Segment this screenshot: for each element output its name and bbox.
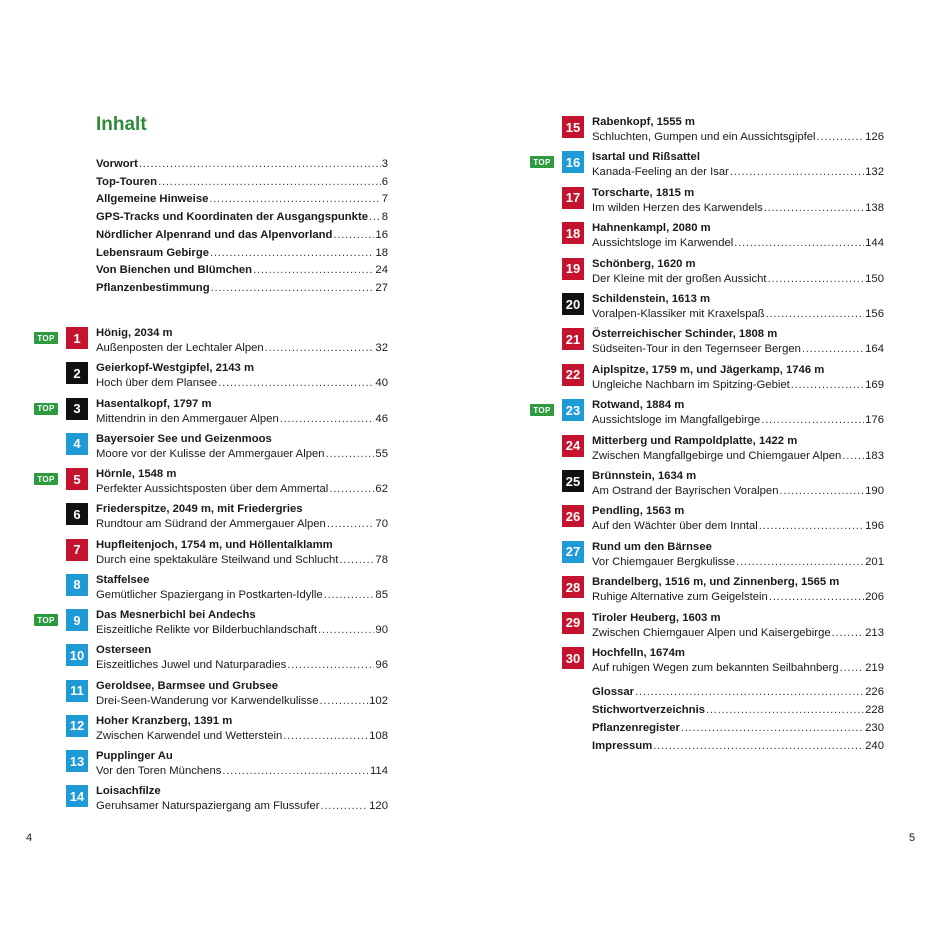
toc-page-number: 27 xyxy=(375,281,388,294)
toc-section-label: GPS-Tracks und Koordinaten der Ausgangspunkte xyxy=(96,211,369,224)
tour-page-number: 144 xyxy=(865,237,884,250)
tour-subtitle: Außenposten der Lechtaler Alpen xyxy=(96,342,264,354)
tour-subtitle-row xyxy=(96,588,388,602)
tour-page-number: 70 xyxy=(375,518,388,531)
tour-name: Bayersoier See und Geizenmoos xyxy=(96,432,272,445)
tour-entry[interactable] xyxy=(562,505,884,535)
tour-number-badge: 13 xyxy=(66,750,88,772)
tour-subtitle: Mittendrin in den Ammergauer Alpen xyxy=(96,412,279,425)
tour-page-number: 85 xyxy=(375,588,388,601)
tour-entry[interactable] xyxy=(66,468,388,498)
tour-entry[interactable] xyxy=(66,609,388,639)
dot-leader xyxy=(320,694,369,708)
tour-name: Brandelberg, 1516 m, und Zinnenberg, 1565 m xyxy=(592,576,840,589)
tour-page-number: 120 xyxy=(369,800,388,813)
dot-leader xyxy=(139,157,381,171)
tour-entry[interactable] xyxy=(562,470,884,500)
tour-entry[interactable] xyxy=(66,715,388,745)
tour-subtitle-row xyxy=(592,307,884,321)
tour-entry[interactable] xyxy=(562,293,884,323)
tour-number-badge: 17 xyxy=(562,187,584,209)
tour-page-number: 40 xyxy=(375,377,388,390)
dot-leader xyxy=(730,165,864,179)
tour-entry[interactable] xyxy=(562,187,884,217)
toc-section-label: Glossar xyxy=(592,686,635,698)
tour-page-number: 78 xyxy=(375,553,388,566)
dot-leader xyxy=(653,739,864,753)
tour-subtitle-row xyxy=(96,517,388,531)
dot-leader xyxy=(211,281,375,295)
tour-entry[interactable] xyxy=(562,222,884,252)
tour-subtitle-row xyxy=(592,201,884,215)
tour-subtitle: Geruhsamer Naturspaziergang am Flussufer xyxy=(96,800,320,813)
tour-name: Hasentalkopf, 1797 m xyxy=(96,397,212,410)
tour-subtitle: Gemütlicher Spaziergang in Postkarten-Idylle xyxy=(96,588,323,601)
tour-number-badge: 1 xyxy=(66,327,88,349)
tour-page-number: 196 xyxy=(865,520,884,533)
toc-page-number: 226 xyxy=(865,686,884,698)
toc-section-label: Stichwortverzeichnis xyxy=(592,704,706,716)
tour-number-badge: 4 xyxy=(66,433,88,455)
dot-leader xyxy=(769,590,864,604)
tour-name: Hahnenkampl, 2080 m xyxy=(592,222,711,235)
tour-subtitle-row xyxy=(96,764,388,778)
tour-name: Osterseen xyxy=(96,644,152,657)
tour-name: Staffelsee xyxy=(96,573,150,586)
top-tour-badge: TOP xyxy=(530,404,554,416)
tour-number-badge: 18 xyxy=(562,222,584,244)
dot-leader xyxy=(832,626,865,640)
dot-leader xyxy=(287,658,374,672)
tour-entry[interactable] xyxy=(562,116,884,146)
tour-subtitle-row xyxy=(592,626,884,640)
tour-number-badge: 8 xyxy=(66,574,88,596)
tour-entry[interactable] xyxy=(66,680,388,710)
tour-name: Tiroler Heuberg, 1603 m xyxy=(592,611,721,624)
tour-subtitle-row xyxy=(592,449,884,463)
top-tour-badge: TOP xyxy=(34,473,58,485)
dot-leader xyxy=(840,661,865,675)
tour-number-badge: 16 xyxy=(562,151,584,173)
tour-number-badge: 27 xyxy=(562,541,584,563)
page-number-left: 4 xyxy=(26,832,33,844)
toc-section-entry[interactable] xyxy=(96,228,388,242)
dot-leader xyxy=(327,517,375,531)
tour-subtitle: Aussichtsloge im Karwendel xyxy=(592,237,734,250)
tour-name: Schönberg, 1620 m xyxy=(592,257,696,270)
tour-subtitle: Ungleiche Nachbarn im Spitzing-Gebiet xyxy=(592,378,790,391)
tour-page-number: 55 xyxy=(375,447,388,460)
tour-subtitle-row xyxy=(592,342,884,356)
toc-section-entry[interactable] xyxy=(592,721,884,735)
tour-subtitle-row xyxy=(592,590,884,604)
toc-page-number: 228 xyxy=(865,704,884,716)
toc-page-number: 16 xyxy=(375,228,388,241)
tour-number-badge: 15 xyxy=(562,116,584,138)
dot-leader xyxy=(734,236,864,250)
top-tour-badge: TOP xyxy=(530,156,554,168)
tour-subtitle: Der Kleine mit der großen Aussicht xyxy=(592,272,767,285)
tour-number-badge: 12 xyxy=(66,715,88,737)
tour-page-number: 108 xyxy=(369,729,388,742)
tour-subtitle-row xyxy=(96,799,388,813)
tour-subtitle: Vor Chiemgauer Bergkulisse xyxy=(592,555,736,568)
top-tour-badge: TOP xyxy=(34,332,58,344)
tour-name: Rund um den Bärnsee xyxy=(592,540,712,553)
dot-leader xyxy=(802,342,864,356)
tour-name: Friederspitze, 2049 m, mit Friedergries xyxy=(96,503,303,516)
toc-page-number: 3 xyxy=(381,158,388,170)
tour-subtitle: Rundtour am Südrand der Ammergauer Alpen xyxy=(96,518,326,531)
tour-number-badge: 21 xyxy=(562,328,584,350)
dot-leader xyxy=(158,175,381,189)
tour-subtitle-row xyxy=(96,412,388,426)
tour-subtitle: Zwischen Chiemgauer Alpen und Kaisergebirge xyxy=(592,626,831,639)
tour-subtitle: Ruhige Alternative zum Geigelstein xyxy=(592,591,768,604)
tour-subtitle: Vor den Toren Münchens xyxy=(96,765,222,777)
tour-name: Pendling, 1563 m xyxy=(592,505,685,518)
tour-entry[interactable] xyxy=(66,750,388,780)
tour-subtitle: Drei-Seen-Wanderung vor Karwendelkulisse xyxy=(96,694,319,707)
dot-leader xyxy=(759,519,864,533)
toc-section-entry[interactable] xyxy=(592,703,884,717)
toc-section-label: Nördlicher Alpenrand und das Alpenvorland xyxy=(96,228,333,241)
dot-leader xyxy=(280,412,375,426)
tour-entry[interactable] xyxy=(66,398,388,428)
tour-name: Hochfelln, 1674m xyxy=(592,647,685,659)
tour-page-number: 156 xyxy=(865,308,884,320)
tour-subtitle: Eiszeitliches Juwel und Naturparadies xyxy=(96,659,287,672)
dot-leader xyxy=(780,484,865,498)
tour-number-badge: 5 xyxy=(66,468,88,490)
tour-subtitle-row xyxy=(96,447,388,461)
toc-page-number: 24 xyxy=(375,264,388,277)
tour-subtitle-row xyxy=(96,341,388,355)
tour-number-badge: 29 xyxy=(562,612,584,634)
toc-section-entry[interactable] xyxy=(592,685,884,699)
tour-name: Hönig, 2034 m xyxy=(96,327,173,339)
toc-section-entry[interactable] xyxy=(96,175,388,189)
tour-name: Rotwand, 1884 m xyxy=(592,399,685,412)
dot-leader xyxy=(318,623,374,637)
tour-number-badge: 7 xyxy=(66,539,88,561)
dot-leader xyxy=(768,272,865,286)
tour-subtitle-row xyxy=(592,413,884,427)
tour-subtitle-row xyxy=(592,272,884,286)
tour-subtitle: Auf den Wächter über dem Inntal xyxy=(592,520,758,533)
tour-name: Hörnle, 1548 m xyxy=(96,468,177,480)
tour-entry[interactable] xyxy=(562,647,884,677)
tour-name: Loisachfilze xyxy=(96,785,161,798)
toc-section-label: Impressum xyxy=(592,740,653,752)
toc-page-number: 240 xyxy=(865,740,884,752)
dot-leader xyxy=(681,721,864,735)
tour-subtitle: Aussichtsloge im Mangfallgebirge xyxy=(592,414,761,427)
tour-subtitle-row xyxy=(592,165,884,179)
dot-leader xyxy=(329,482,374,496)
tour-name: Rabenkopf, 1555 m xyxy=(592,116,695,128)
tour-entry[interactable] xyxy=(66,503,388,533)
dot-leader xyxy=(218,376,374,390)
tour-number-badge: 25 xyxy=(562,470,584,492)
tour-number-badge: 10 xyxy=(66,644,88,666)
tour-page-number: 206 xyxy=(865,591,884,604)
tour-name: Schildenstein, 1613 m xyxy=(592,293,711,305)
tour-number-badge: 20 xyxy=(562,293,584,315)
dot-leader xyxy=(736,555,864,569)
tour-subtitle: Eiszeitliche Relikte vor Bilderbuchlandschaft xyxy=(96,624,318,636)
tour-name: Pupplinger Au xyxy=(96,750,173,762)
tour-name: Hupfleitenjoch, 1754 m, und Höllentalklamm xyxy=(96,538,333,551)
tour-name: Aiplspitze, 1759 m, und Jägerkamp, 1746 m xyxy=(592,363,825,376)
toc-section-entry[interactable] xyxy=(96,192,388,206)
tour-number-badge: 9 xyxy=(66,609,88,631)
tour-number-badge: 24 xyxy=(562,435,584,457)
tour-name: Torscharte, 1815 m xyxy=(592,186,695,199)
toc-section-label: Von Bienchen und Blümchen xyxy=(96,264,253,277)
tour-subtitle: Kanada-Feeling an der Isar xyxy=(592,166,729,179)
dot-leader xyxy=(369,210,381,224)
tour-entry[interactable] xyxy=(562,151,884,181)
tour-page-number: 150 xyxy=(865,272,884,285)
tour-subtitle-row xyxy=(592,236,884,250)
tour-name: Isartal und Rißsattel xyxy=(592,151,700,164)
tour-number-badge: 22 xyxy=(562,364,584,386)
toc-page-number: 8 xyxy=(381,211,388,224)
tour-page-number: 213 xyxy=(865,626,884,639)
tour-subtitle-row xyxy=(592,661,884,675)
tour-page-number: 32 xyxy=(375,342,388,354)
toc-section-entry[interactable] xyxy=(96,281,388,295)
tour-page-number: 46 xyxy=(375,412,388,425)
dot-leader xyxy=(265,341,375,355)
toc-section-entry[interactable] xyxy=(592,739,884,753)
tour-entry[interactable] xyxy=(562,364,884,394)
toc-page-number: 6 xyxy=(381,175,388,188)
toc-section-entry[interactable] xyxy=(96,263,388,277)
tour-name: Mitterberg und Rampoldplatte, 1422 m xyxy=(592,434,798,447)
toc-page-number: 230 xyxy=(865,722,884,734)
page-title: Inhalt xyxy=(96,114,147,135)
tour-subtitle-row xyxy=(592,555,884,569)
dot-leader xyxy=(339,553,374,567)
dot-leader xyxy=(210,246,374,260)
tour-subtitle: Südseiten-Tour in den Tegernseer Bergen xyxy=(592,343,801,356)
tour-name: Das Mesnerbichl bei Andechs xyxy=(96,609,256,621)
dot-leader xyxy=(791,378,864,392)
tour-entry[interactable] xyxy=(66,362,388,392)
tour-page-number: 96 xyxy=(375,659,388,672)
tour-page-number: 132 xyxy=(865,166,884,179)
tour-entry[interactable] xyxy=(66,785,388,815)
tour-subtitle: Am Ostrand der Bayrischen Voralpen xyxy=(592,485,779,497)
tour-page-number: 201 xyxy=(865,555,884,568)
tour-number-badge: 2 xyxy=(66,362,88,384)
tour-subtitle: Voralpen-Klassiker mit Kraxelspaß xyxy=(592,308,765,320)
tour-page-number: 114 xyxy=(369,765,388,777)
tour-entry[interactable] xyxy=(66,433,388,463)
toc-section-entry[interactable] xyxy=(96,210,388,224)
tour-entry[interactable] xyxy=(562,612,884,642)
tour-name: Brünnstein, 1634 m xyxy=(592,470,697,482)
toc-section-label: Top-Touren xyxy=(96,175,158,188)
tour-entry[interactable] xyxy=(562,576,884,606)
tour-entry[interactable] xyxy=(66,574,388,604)
dot-leader xyxy=(766,307,864,321)
dot-leader xyxy=(326,447,375,461)
tour-number-badge: 23 xyxy=(562,399,584,421)
tour-subtitle: Perfekter Aussichtsposten über dem Ammertal xyxy=(96,483,329,495)
tour-page-number: 176 xyxy=(865,414,884,427)
dot-leader xyxy=(209,192,380,206)
tour-entry[interactable] xyxy=(562,399,884,429)
tour-subtitle: Im wilden Herzen des Karwendels xyxy=(592,201,763,214)
tour-subtitle: Moore vor der Kulisse der Ammergauer Alpen xyxy=(96,447,325,460)
tour-entry[interactable] xyxy=(66,644,388,674)
dot-leader xyxy=(817,130,865,144)
dot-leader xyxy=(333,228,374,242)
tour-page-number: 138 xyxy=(865,201,884,214)
tour-subtitle-row xyxy=(592,130,884,144)
toc-section-label: Pflanzenbestimmung xyxy=(96,281,210,294)
tour-name: Hoher Kranzberg, 1391 m xyxy=(96,714,233,727)
tour-number-badge: 19 xyxy=(562,258,584,280)
tour-subtitle: Hoch über dem Plansee xyxy=(96,377,218,390)
tour-subtitle: Zwischen Mangfallgebirge und Chiemgauer Alpen xyxy=(592,449,842,462)
tour-subtitle-row xyxy=(96,482,388,496)
toc-section-label: Lebensraum Gebirge xyxy=(96,246,210,259)
dot-leader xyxy=(321,799,369,813)
dot-leader xyxy=(283,729,368,743)
tour-subtitle-row xyxy=(96,729,388,743)
tour-page-number: 126 xyxy=(865,131,884,143)
dot-leader xyxy=(842,449,864,463)
tour-page-number: 164 xyxy=(865,343,884,356)
dot-leader xyxy=(253,263,374,277)
tour-subtitle-row xyxy=(96,623,388,637)
tour-number-badge: 11 xyxy=(66,680,88,702)
tour-page-number: 183 xyxy=(865,449,884,462)
tour-number-badge: 14 xyxy=(66,785,88,807)
page-number-right: 5 xyxy=(909,832,916,844)
tour-subtitle: Schluchten, Gumpen und ein Aussichtsgipfel xyxy=(592,131,816,143)
tour-subtitle-row xyxy=(96,658,388,672)
tour-number-badge: 26 xyxy=(562,505,584,527)
tour-subtitle-row xyxy=(592,378,884,392)
tour-entry[interactable] xyxy=(562,435,884,465)
tour-name: Geierkopf-Westgipfel, 2143 m xyxy=(96,362,254,375)
tour-subtitle: Auf ruhigen Wegen zum bekannten Seilbahnberg xyxy=(592,662,839,674)
tour-page-number: 62 xyxy=(375,483,388,495)
dot-leader xyxy=(706,703,864,717)
tour-subtitle-row xyxy=(96,694,388,708)
tour-name: Geroldsee, Barmsee und Grubsee xyxy=(96,679,279,692)
tour-subtitle: Durch eine spektakuläre Steilwand und Schlucht xyxy=(96,553,339,566)
tour-entry[interactable] xyxy=(562,328,884,358)
toc-section-entry[interactable] xyxy=(96,246,388,260)
tour-entry[interactable] xyxy=(562,258,884,288)
dot-leader xyxy=(764,201,864,215)
top-tour-badge: TOP xyxy=(34,403,58,415)
toc-page-number: 18 xyxy=(375,246,388,259)
toc-page-number: 7 xyxy=(381,193,388,206)
tour-page-number: 102 xyxy=(369,694,388,707)
tour-page-number: 90 xyxy=(375,624,388,636)
tour-page-number: 219 xyxy=(865,662,884,674)
tour-subtitle-row xyxy=(592,519,884,533)
tour-number-badge: 3 xyxy=(66,398,88,420)
toc-section-label: Vorwort xyxy=(96,158,138,170)
tour-subtitle-row xyxy=(96,553,388,567)
toc-section-label: Allgemeine Hinweise xyxy=(96,193,209,206)
dot-leader xyxy=(222,764,369,778)
toc-section-label: Pflanzenregister xyxy=(592,722,680,734)
dot-leader xyxy=(761,413,864,427)
tour-page-number: 169 xyxy=(865,378,884,391)
tour-number-badge: 28 xyxy=(562,576,584,598)
tour-subtitle-row xyxy=(592,484,884,498)
tour-name: Österreichischer Schinder, 1808 m xyxy=(592,328,778,341)
top-tour-badge: TOP xyxy=(34,614,58,626)
tour-number-badge: 30 xyxy=(562,647,584,669)
dot-leader xyxy=(324,588,375,602)
tour-entry[interactable] xyxy=(562,541,884,571)
tour-subtitle-row xyxy=(96,376,388,390)
dot-leader xyxy=(635,685,864,699)
tour-subtitle: Zwischen Karwendel und Wetterstein xyxy=(96,729,283,742)
tour-number-badge: 6 xyxy=(66,503,88,525)
toc-section-entry[interactable] xyxy=(96,157,388,171)
tour-entry[interactable] xyxy=(66,327,388,357)
tour-entry[interactable] xyxy=(66,539,388,569)
tour-page-number: 190 xyxy=(865,485,884,497)
